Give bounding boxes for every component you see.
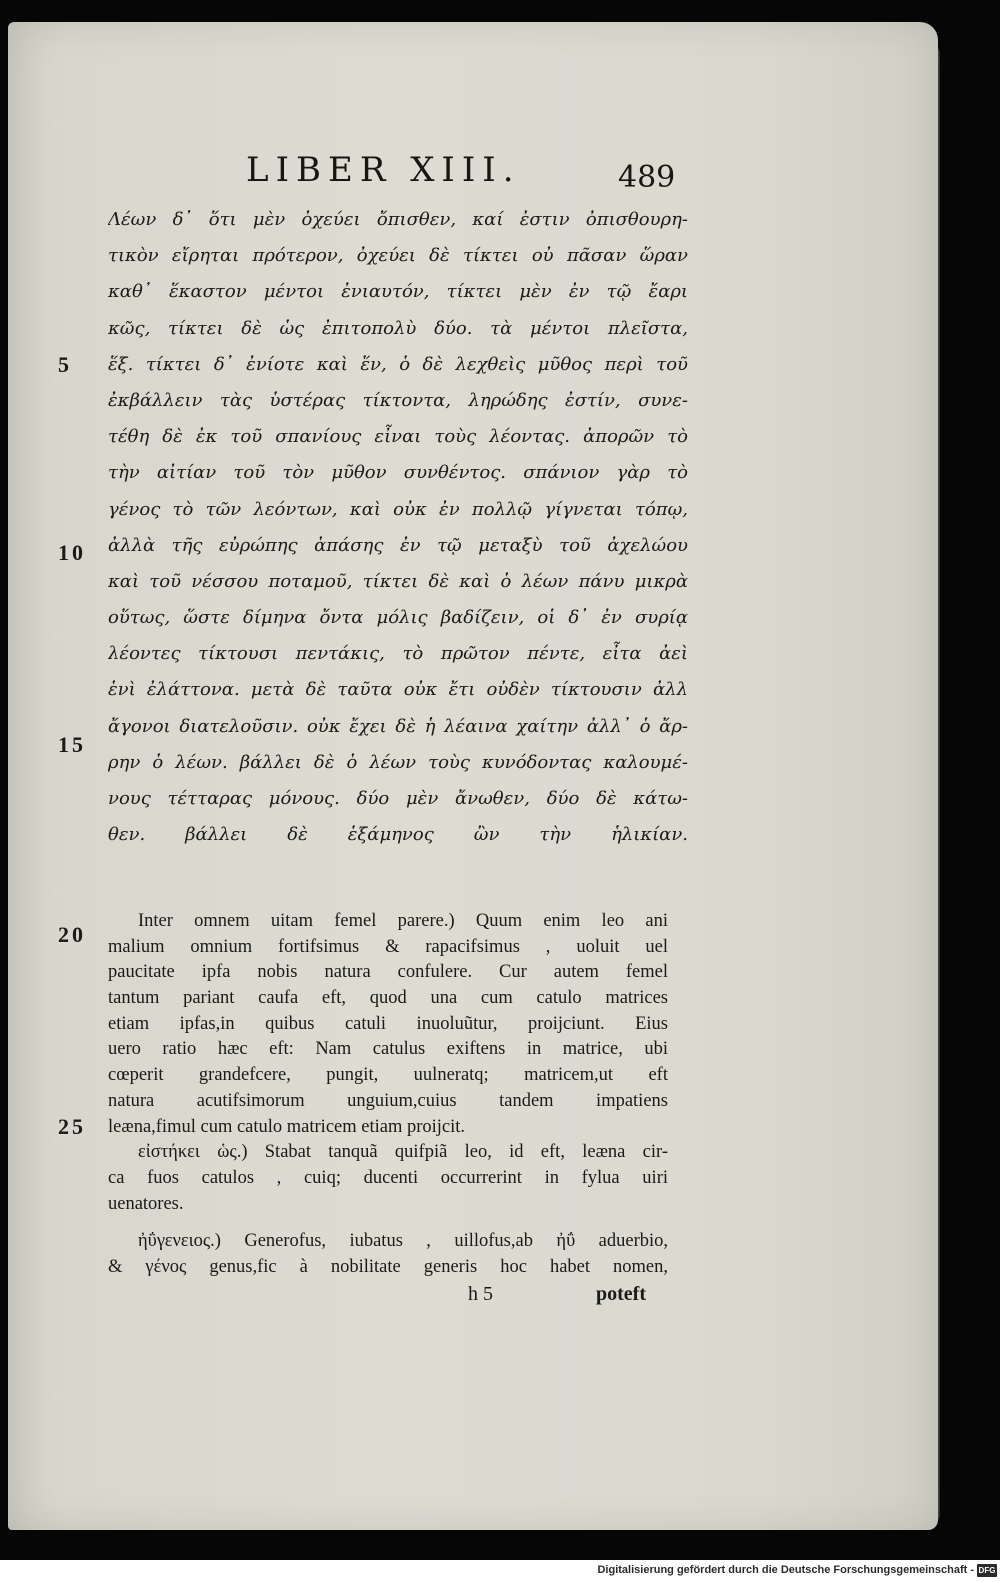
greek-text-line: ἕξ. τίκτει δ᾿ ἐνίοτε καὶ ἕν, ὁ δὲ λεχθεὶς μῦθος περὶ τοῦ [108,353,688,375]
running-title: LIBER XIII. [246,150,521,190]
paragraph-gap [108,1217,668,1229]
greek-text-line: ἄγονοι διατελοῦσιν. οὐκ ἔχει δὲ ἡ λέαινα χαίτην ἀλλ᾿ ὁ ἄρ- [108,715,688,737]
greek-text-line: καθ᾿ ἕκαστον μέντοι ἐνιαυτόν, τίκτει μὲν ἐν τῷ ἔαρι [108,281,688,303]
greek-text-line: ρην ὁ λέων. βάλλει δὲ ὁ λέων τοὺς κυνόδοντας καλουμέ- [108,751,688,773]
latin-text-line: leæna,fimul cum catulo matricem etiam proijcit. [108,1116,466,1137]
greek-text-line: τὴν αἰτίαν τοῦ τὸν μῦθον συνθέντος. σπάνιον γὰρ τὸ [108,462,688,484]
book-page [8,22,938,1530]
greek-text-line: θεν. βάλλει δὲ ἑξάμηνος ὢν τὴν ἡλικίαν. [108,824,688,846]
latin-text-line: paucitate ipfa nobis natura confulere. Cur autem femel [108,962,668,983]
latin-text-line: uero ratio hæc eft: Nam catulus exiftens in matrice, ubi [108,1039,668,1060]
latin-text-line: etiam ipfas,in quibus catuli inuoluũtur, proijciunt. Eius [108,1013,668,1034]
catchword: poteft [596,1283,646,1305]
greek-text-line: λέοντες τίκτουσι πεντάκις, τὸ πρῶτον πέντε, εἶτα ἀεὶ [108,643,688,665]
latin-text-line: ἠΰγενειος.) Generofus, iubatus , uillofus,ab ἠΰ aduerbio, [138,1231,668,1252]
greek-text-line: νους τέτταρας μόνους. δύο μὲν ἄνωθεν, δύο δὲ κάτω- [108,788,688,809]
page-header [8,150,938,200]
greek-text-line: ἀλλὰ τῆς εὐρώπης ἁπάσης ἐν τῷ μεταξὺ τοῦ ἀχελώου [108,534,688,556]
latin-text-line: Inter omnem uitam femel parere.) Quum enim leo ani [138,911,668,931]
footer-credit: Digitalisierung gefördert durch die Deutsche Forschungsgemeinschaft - [597,1564,974,1576]
greek-text-block [108,202,688,853]
latin-text-line: malium omnium fortifsimus & rapacifsimus , uoluit uel [108,936,668,957]
latin-text-line: natura acutifsimorum unguium,cuius tandem impatiens [108,1090,668,1111]
latin-text-line: & γένος genus,fic à nobilitate generis hoc habet nomen, [108,1256,668,1277]
greek-text-line: καὶ τοῦ νέσσου ποταμοῦ, τίκτει δὲ καὶ ὁ λέων πάνυ μικρὰ [108,570,688,592]
margin-line-number: 25 [58,1114,86,1139]
margin-line-number: 20 [58,922,86,947]
latin-commentary-block [108,909,668,1281]
latin-text-line: cœperit grandefcere, pungit, uulneratq; matricem,ut eft [108,1065,668,1086]
greek-text-line: τέθη δὲ ἐκ τοῦ σπανίους εἶναι τοὺς λέοντας. ἀπορῶν τὸ [108,426,688,448]
dfg-logo-icon: DFG [978,1566,996,1575]
latin-text-line: εἰστήκει ὡς.) Stabat tanquã quifpiã leo, id eft, leæna cir- [138,1142,668,1163]
margin-line-number: 10 [58,540,86,565]
margin-line-number: 5 [58,352,72,377]
latin-text-line: ca fuos catulos , cuiq; ducenti occurrerint in fylua uiri [108,1167,668,1188]
greek-text-line: τικὸν εἴρηται πρότερον, ὀχεύει δὲ τίκτει οὐ πᾶσαν ὥραν [108,245,688,267]
greek-text-line: γένος τὸ τῶν λεόντων, καὶ οὐκ ἐν πολλῷ γίγνεται τόπῳ, [108,498,688,520]
greek-text-line: ἐκβάλλειν τὰς ὑστέρας τίκτοντα, ληρώδης ἐστίν, συνε- [108,389,688,411]
signature-mark: h 5 [468,1283,493,1305]
greek-text-line: Λέων δ᾿ ὅτι μὲν ὀχεύει ὄπισθεν, καί ἐστιν ὀπισθουρη- [108,209,688,230]
latin-text-line: uenatores. [108,1193,184,1214]
greek-text-line: ἑνὶ ἐλάττονα. μετὰ δὲ ταῦτα οὐκ ἔτι οὐδὲν τίκτουσιν ἀλλ [108,679,688,701]
margin-line-number: 15 [58,732,86,757]
digitization-footer [0,1560,1000,1582]
greek-text-line: οὕτως, ὥστε δίμηνα ὄντα μόλις βαδίζειν, οἱ δ᾿ ἐν συρίᾳ [108,607,688,629]
page-number: 489 [618,160,676,195]
greek-text-line: κῶς, τίκτει δὲ ὡς ἐπιτοπολὺ δύο. τὰ μέντοι πλεῖστα, [108,317,688,339]
latin-text-line: tantum pariant caufa eft, quod una cum catulo matrices [108,988,668,1009]
